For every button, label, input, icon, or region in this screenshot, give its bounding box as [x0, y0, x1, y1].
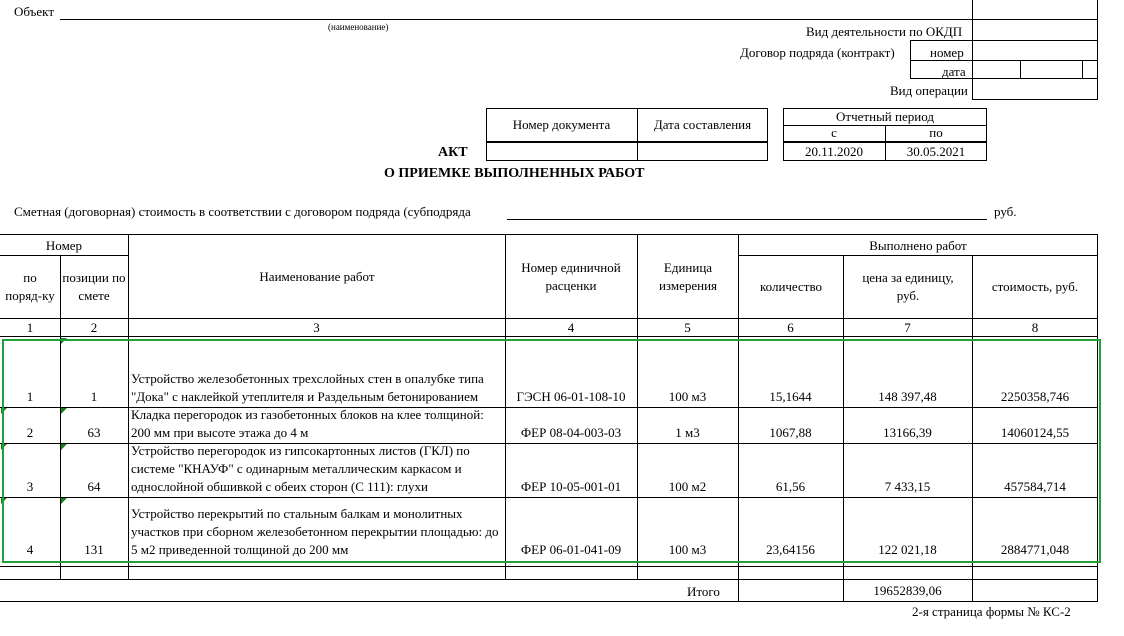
- code-grid-right: [1097, 0, 1098, 100]
- row-position[interactable]: 64: [87, 479, 101, 494]
- contract-number-label: номер: [930, 45, 964, 60]
- col-number: 2: [90, 319, 98, 335]
- code-grid-line: [972, 99, 1097, 100]
- operation-label: Вид операции: [890, 83, 968, 98]
- row-order[interactable]: 1: [26, 389, 34, 404]
- contract-date-label: дата: [942, 64, 966, 79]
- code-grid-line: [910, 40, 911, 78]
- row-unit[interactable]: 100 м3: [668, 542, 707, 557]
- table-line: [738, 601, 1098, 602]
- row-unit-price[interactable]: 13166,39: [883, 425, 932, 440]
- header-work-name: Наименование работ: [259, 269, 375, 284]
- header-done-group: Выполнено работ: [869, 237, 967, 253]
- code-grid-line: [1020, 60, 1021, 78]
- code-grid-line: [910, 40, 1097, 41]
- row-rate-number[interactable]: ГЭСН 06-01-108-10: [516, 389, 626, 404]
- row-cost[interactable]: 2884771,048: [1000, 542, 1070, 557]
- selection-frame: [2, 339, 1101, 563]
- doc-date-header: Дата составления: [653, 116, 752, 132]
- object-underline: [60, 19, 972, 20]
- estimated-cost-currency: руб.: [994, 204, 1017, 219]
- row-quantity[interactable]: 23,64156: [766, 542, 815, 557]
- col-number: 4: [567, 319, 575, 335]
- row-unit[interactable]: 100 м2: [668, 479, 707, 494]
- code-grid-line: [972, 19, 1097, 20]
- row-work-name[interactable]: Устройство перегородок из гипсокартонных листов (ГКЛ) по системе "КНАУФ" с одинарным металлическим каркасом и однослойной обшивкой с обеих сторон (С 111): глухи: [131, 443, 470, 494]
- estimated-cost-underline: [507, 219, 987, 220]
- row-cost[interactable]: 14060124,55: [1000, 425, 1070, 440]
- act-subtitle: О ПРИЕМКЕ ВЫПОЛНЕННЫХ РАБОТ: [384, 166, 645, 181]
- row-order[interactable]: 3: [26, 479, 34, 494]
- period-header: Отчетный период: [836, 108, 934, 124]
- total-label: Итого: [687, 584, 720, 599]
- row-order[interactable]: 2: [26, 425, 34, 440]
- row-unit[interactable]: 1 м3: [675, 425, 700, 440]
- row-work-name[interactable]: Устройство железобетонных трехслойных стен в опалубке типа "Дока" с наклейкой утеплителя и Раздельным бетонированием: [131, 371, 484, 404]
- contract-label: Договор подряда (контракт): [740, 45, 895, 60]
- code-grid-line: [1082, 60, 1083, 78]
- code-grid-line: [910, 78, 1097, 79]
- doc-date-value[interactable]: [638, 143, 767, 160]
- period-from-value[interactable]: 20.11.2020: [804, 144, 864, 159]
- object-label: Объект: [14, 4, 54, 19]
- row-quantity[interactable]: 1067,88: [769, 425, 812, 440]
- row-cost[interactable]: 2250358,746: [1000, 389, 1070, 404]
- header-unit: Единица измерения: [658, 260, 718, 293]
- row-rate-number[interactable]: ФЕР 08-04-003-03: [520, 425, 622, 440]
- col-number: 7: [904, 319, 911, 335]
- code-grid-line: [910, 60, 1097, 61]
- header-cost: стоимость, руб.: [991, 279, 1079, 294]
- row-rate-number[interactable]: ФЕР 06-01-041-09: [520, 542, 622, 557]
- col-number: 1: [26, 319, 34, 335]
- row-position[interactable]: 131: [84, 542, 104, 557]
- header-number-group: Номер: [45, 237, 83, 253]
- row-work-name[interactable]: Устройство перекрытий по стальным балкам и монолитных участков при сборном железобетонном перекрытии площадью: до 5 м2 приведенной толщиной до 200 мм: [131, 506, 499, 557]
- col-number: 5: [684, 319, 691, 335]
- okdp-label: Вид деятельности по ОКДП: [806, 24, 963, 39]
- period-from-label: с: [831, 125, 837, 140]
- col-number: 8: [1031, 319, 1039, 335]
- row-cost[interactable]: 457584,714: [1004, 479, 1066, 494]
- row-work-name[interactable]: Кладка перегородок из газобетонных блоков на клее толщиной: 200 мм при высоте этажа до 4 м: [131, 407, 484, 440]
- header-rate-number: Номер единичной расценки: [521, 260, 621, 293]
- table-line: [0, 566, 1098, 567]
- row-position[interactable]: 1: [90, 389, 98, 404]
- row-unit-price[interactable]: 148 397,48: [878, 389, 937, 404]
- row-quantity[interactable]: 61,56: [775, 479, 806, 494]
- header-position: позиции по смете: [62, 270, 126, 303]
- col-number: 3: [313, 319, 320, 335]
- header-order: по поряд-ку: [5, 270, 55, 303]
- header-unit-price: цена за единицу, руб.: [862, 270, 954, 303]
- total-value[interactable]: 19652839,06: [873, 582, 942, 598]
- row-rate-number[interactable]: ФЕР 10-05-001-01: [520, 479, 622, 494]
- col-number: 6: [787, 319, 794, 335]
- row-unit[interactable]: 100 м3: [668, 389, 707, 404]
- doc-number-value[interactable]: [487, 143, 636, 160]
- row-unit-price[interactable]: 7 433,15: [884, 479, 931, 494]
- naming-hint: (наименование): [328, 22, 389, 32]
- header-quantity: количество: [759, 279, 823, 294]
- code-grid-left: [972, 0, 973, 100]
- doc-number-header: Номер документа: [512, 116, 611, 132]
- act-title: АКТ: [438, 145, 468, 160]
- row-order[interactable]: 4: [26, 542, 34, 557]
- estimated-cost-label: Сметная (договорная) стоимость в соответствии с договором подряда (субподряда: [14, 204, 471, 219]
- page-note: 2-я страница формы № КС-2: [912, 604, 1071, 619]
- period-to-value[interactable]: 30.05.2021: [906, 144, 966, 159]
- period-to-label: по: [929, 125, 943, 140]
- row-unit-price[interactable]: 122 021,18: [878, 542, 937, 557]
- row-quantity[interactable]: 15,1644: [769, 389, 812, 404]
- row-position[interactable]: 63: [87, 425, 101, 440]
